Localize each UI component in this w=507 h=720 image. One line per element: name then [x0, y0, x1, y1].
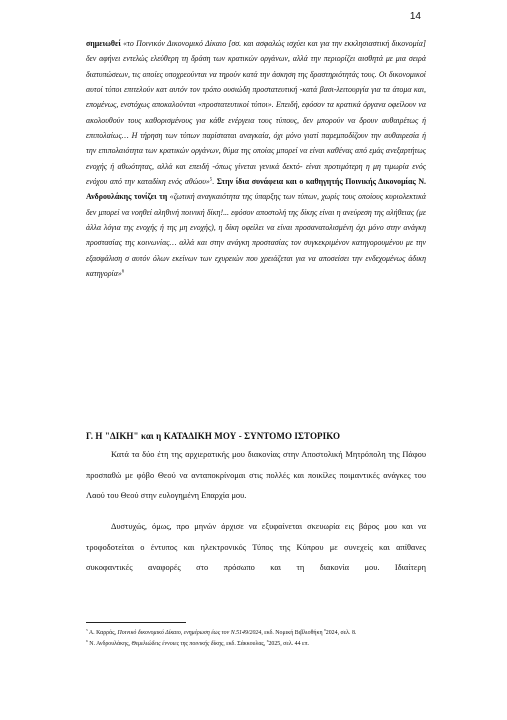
sentence-separator: . — [212, 177, 217, 187]
quotation-androulakis: «ζωτική αναγκαιότητα της ύπαρξης των τύπων, χωρίς τους οποίους κυριολεκτικά δεν μπορεί να νοηθεί αληθινή ποινική δίκη!... εφόσον αποστολή της δίκης είναι η ανεύρεση της αλήθειας (με άλλα λόγια της ενοχής ή της μη ενοχής), η δίκη οφείλει να είναι προσανατολισμένη όχι μόνο στην ανάγκη προστασίας της κοινωνίας… αλλά και στην ανάγκη προστασίας τον συγκεκριμένον κατηγορουμένου με την εξασφάλιση σ αυτόν όλων εκείνων των εχυρειών που χρειάζεται για να αποσείσει την ενδεχομένως άδικη κατηγορία» — [86, 192, 426, 279]
footnote-edition: 6 — [266, 638, 269, 643]
quotation-karras: «το Ποινικόν Δικονομικό Δίκαιο [σσ. και ασφαλώς ισχύει και για την εκκλησιαστική δικονομία] δεν αφήνει εντελώς ελεύθερη τη δράση των κρατικών οργάνων, αλλά την περιορίζει αισθητά με μια σειρά διατυπώσεων, τις οποίες υποχρεούνται να τηρούν κατά την άσκηση της δραστηριότητάς τους. Οι δικονομικοί αυτοί τύποι επιτελούν κατ αυτόν τον τρόπο ουσιώδη προστατευτική -κατά βασι-λειτουργία για τα άτομα και, επομένως, ενστόχως αποκαλούνται «προστατευτικοί τύποι». Επειδή, εφόσον τα κρατικά όργανα οφείλουν να ακολουθούν τους καθορισμένους για κάθε ενέργεια τους τύπους, δεν μπορούν να δρουν αυθαιρέτως ή επιπολαίως… Η τήρηση των τύπων παρίσταται αναγκαία, όχι μόνο γιατί παρεμποδίζουν την αυθαιρεσία ή την επιπολαιότητα των κρατικών οργάνων, θύμα της οποίας μπορεί να είναι καθένας από εμάς ανεξαρτήτως ενοχής ή αθωότητας, αλλά και επειδή -όπως γίνεται γενικά δεκτό- είναι προτιμότερη η μη τιμωρία ενός ενόχου από την καταδίκη ενός αθώου» — [86, 39, 426, 187]
footnote-year-pages: 2024, σελ. 8. — [325, 630, 357, 636]
footnote-ref-6[interactable]: 6 — [121, 269, 125, 275]
paragraph-lead-word: σημειωθεί — [86, 39, 121, 48]
footnote-author: Α. Καρράς, — [87, 630, 118, 636]
footnotes — [86, 628, 431, 650]
footnote-title: Ποινικό δικονομικό Δίκαιο, ενημέρωση έως τον Ν.5149/2024 — [117, 630, 262, 636]
page-number: 14 — [409, 11, 421, 22]
footnote-number: 5 — [86, 628, 88, 633]
footnote-year-pages: 2025, σελ. 44 επ. — [268, 640, 309, 647]
paragraph-ministry — [86, 445, 426, 507]
footnote-publisher: , εκδ. Νομική Βιβλιοθήκη — [261, 630, 325, 636]
paragraph-conspiracy — [86, 517, 426, 579]
footnote-author: Ν. Ανδρουλάκης, — [87, 640, 132, 647]
footnote-number: 6 — [86, 638, 88, 643]
footnote-publisher: , εκδ. Σάκκουλας, — [223, 640, 267, 647]
main-paragraph — [86, 36, 426, 282]
footnote-edition: 9 — [324, 628, 326, 633]
footnote-divider — [86, 622, 186, 623]
paragraph-conspiracy-text: Δυστυχώς, όμως, προ μηνών άρχισε να εξυφαίνεται σκευωρία εις βάρος μου και να τροφοδοτείται ο έντυπος και ηλεκτρονικός Τύπος της Κύπρου με συνεχείς και απίθανες συκοφαντικές αναφορές στο πρόσωπο και τη διακονία μου. Ιδιαίτερη — [86, 522, 426, 572]
footnote-5 — [86, 628, 431, 639]
footnote-title: Θεμελιώδεις έννοιες της ποινικής δίκης — [131, 640, 224, 647]
section-heading: Γ. Η "ΔΙΚΗ" και η ΚΑΤΑΔΙΚΗ ΜΟΥ - ΣΥΝΤΟΜΟ ΙΣΤΟΡΙΚΟ — [86, 431, 341, 441]
footnote-ref-5[interactable]: 5 — [209, 177, 213, 183]
paragraph-ministry-text: Κατά τα δύο έτη της αρχιερατικής μου διακονίας στην Αποστολική Μητρόπολη της Πάφου προσπαθώ με φόβο Θεού να ανταποκρίνομαι στις πολλές και ποικίλες ποιμαντικές ανάγκες του Λαού του Θεού στην ευλογημένη Επαρχία μου. — [86, 450, 426, 500]
footnote-6 — [86, 639, 431, 650]
androulakis-statement: Στην ίδια συνάφεια και ο καθηγητής Ποινικής Δικονομίας Ν. Ανδρουλάκης τονίζει τη — [86, 177, 427, 202]
